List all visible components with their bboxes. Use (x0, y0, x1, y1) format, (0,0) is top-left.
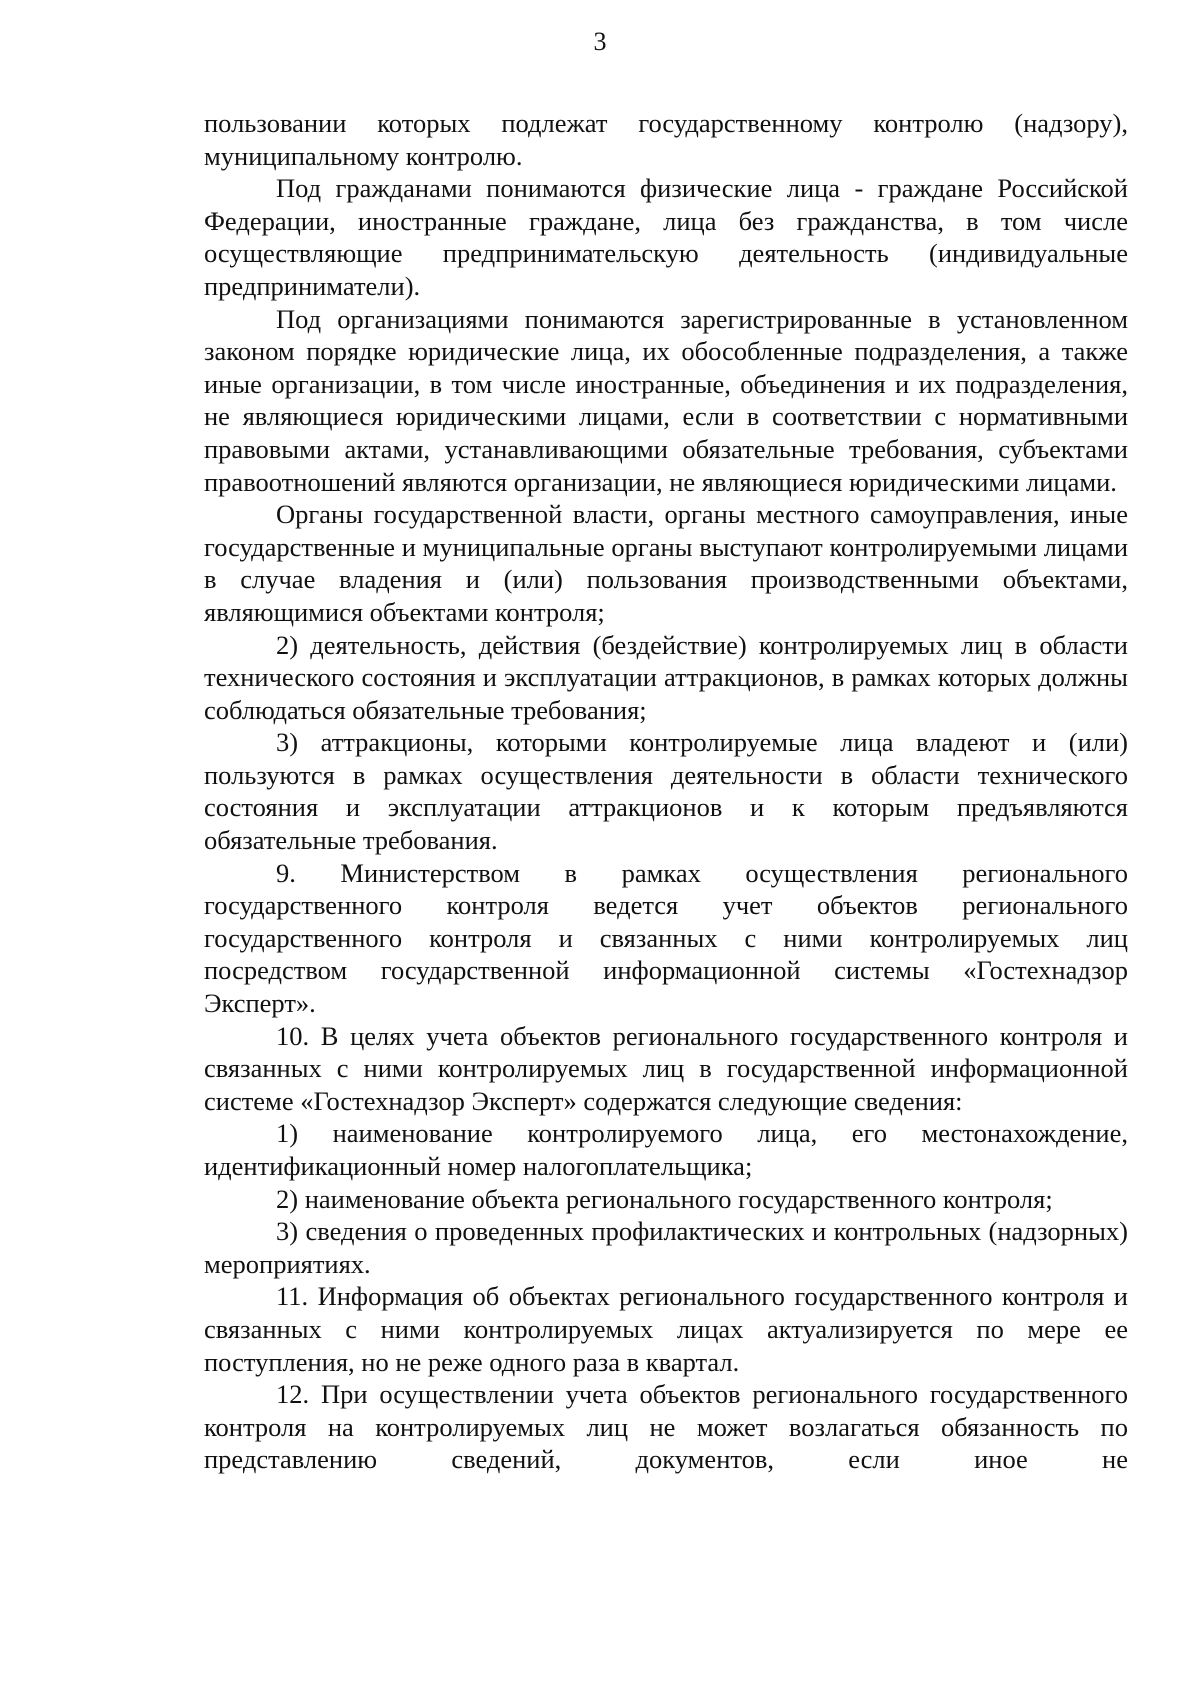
document-body (204, 107, 1128, 1476)
paragraph-clause-10-item-2: 2) наименование объекта регионального государственного контроля; (276, 1183, 1053, 1214)
page-number: 3 (593, 27, 607, 56)
paragraph-clause-10-item-1: 1) наименование контролируемого лица, его местонахождение, идентификационный номер налогоплательщика; (204, 1118, 1128, 1181)
paragraph-continuation: пользовании которых подлежат государственному контролю (надзору), муниципальному контролю. (204, 108, 1128, 171)
paragraph-citizens-definition: Под гражданами понимаются физические лица - граждане Российской Федерации, иностранные граждане, лица без гражданства, в том числе осуществляющие предпринимательскую деятельность (индивидуальные предприниматели). (204, 173, 1128, 301)
paragraph-clause-12: 12. При осуществлении учета объектов регионального государственного контроля на контролируемых лиц не может возлагаться обязанность по представлению сведений, документов, если иное не (204, 1379, 1128, 1475)
paragraph-clause-10-item-3: 3) сведения о проведенных профилактических и контрольных (надзорных) мероприятиях. (204, 1216, 1128, 1279)
paragraph-clause-11: 11. Информация об объектах регионального государственного контроля и связанных с ними контролируемых лицах актуализируется по мере ее поступления, но не реже одного раза в квартал. (204, 1281, 1128, 1377)
paragraph-authorities: Органы государственной власти, органы местного самоуправления, иные государственные и муниципальные органы выступают контролируемыми лицами в случае владения и (или) пользования производственными объектами, являющимися объектами контроля; (204, 499, 1128, 627)
paragraph-item-3-attractions: 3) аттракционы, которыми контролируемые лица владеют и (или) пользуются в рамках осуществления деятельности в области технического состояния и эксплуатации аттракционов и к которым предъявляются обязательные требования. (204, 727, 1128, 856)
paragraph-organizations-definition: Под организациями понимаются зарегистрированные в установленном законом порядке юридические лица, их обособленные подразделения, а также иные организации, в том числе иностранные, объединения и их подразделения, не являющиеся юридическими лицами, если в соответствии с нормативными правовыми актами, устанавливающими обязательные требования, субъектами правоотношений являются организации, не являющиеся юридическими лицами. (204, 303, 1128, 497)
paragraph-clause-9: 9. Министерством в рамках осуществления регионального государственного контроля ведется учет объектов регионального государственного контроля и связанных с ними контролируемых лиц посредством государственной информационной системы «Гостехнадзор Эксперт». (204, 857, 1128, 1019)
paragraph-clause-10: 10. В целях учета объектов регионального государственного контроля и связанных с ними контролируемых лиц в государственной информационной системе «Гостехнадзор Эксперт» содержатся следующие сведения: (204, 1020, 1128, 1116)
paragraph-item-2-activity: 2) деятельность, действия (бездействие) контролируемых лиц в области технического состояния и эксплуатации аттракционов, в рамках которых должны соблюдаться обязательные требования; (204, 629, 1128, 725)
